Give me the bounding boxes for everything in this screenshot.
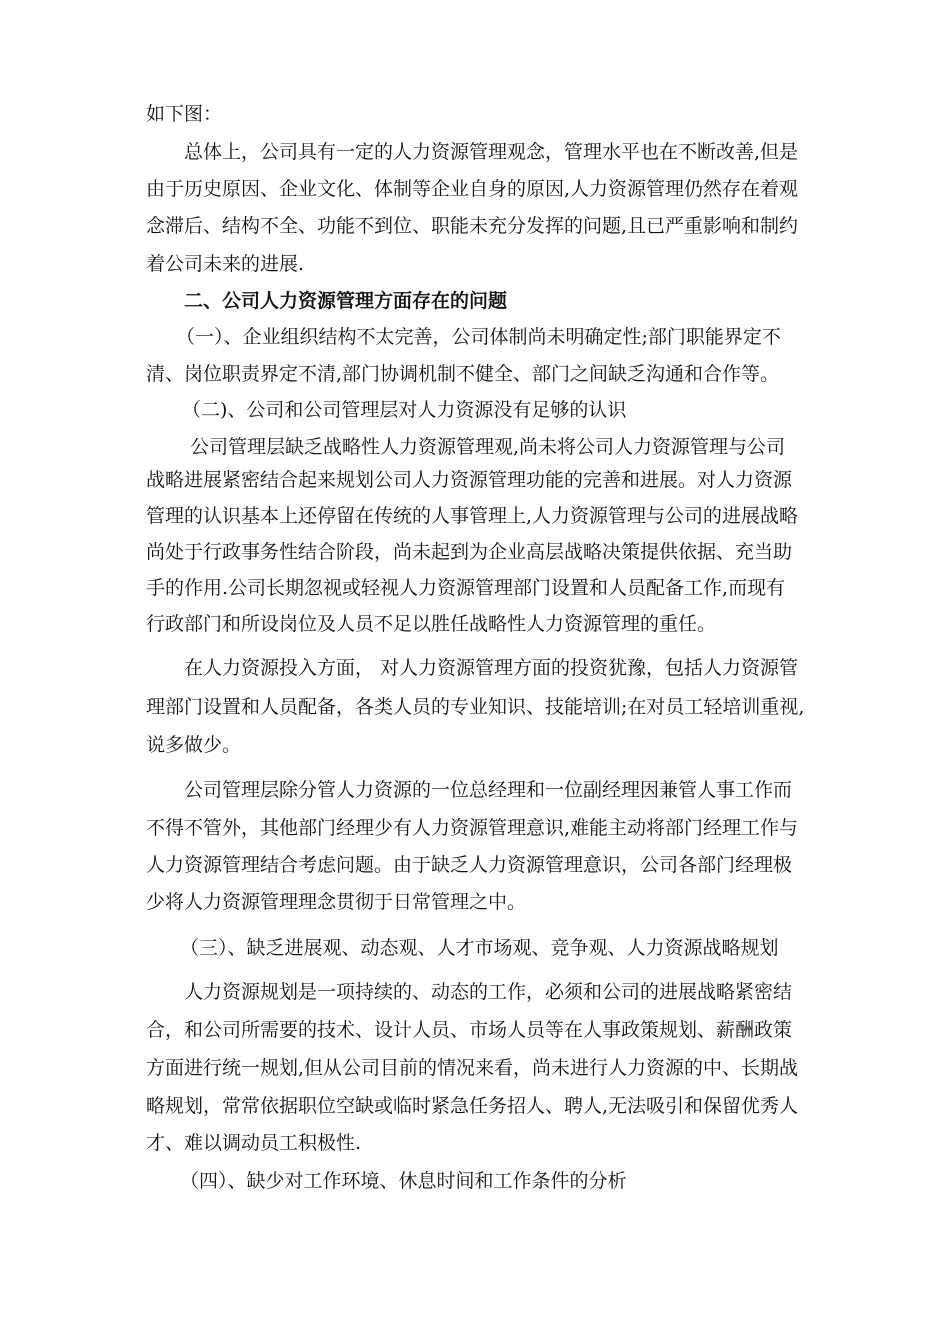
paragraph-line: 行政部门和所设岗位及人员不足以胜任战略性人力资源管理的重任。: [146, 613, 717, 635]
paragraph-line: 合，和公司所需要的技术、设计人员、市场人员等在人事政策规划、薪酬政策: [146, 1019, 793, 1041]
paragraph-line: 总体上，公司具有一定的人力资源管理观念，管理水平也在不断改善,但是: [184, 141, 799, 163]
paragraph-line: 少将人力资源管理理念贯彻于日常管理之中。: [146, 891, 527, 913]
paragraph-line: 管理的认识基本上还停留在传统的人事管理上,人力资源管理与公司的进展战略: [146, 505, 799, 527]
subsection-text: （一）、企业组织结构不太完善，公司体制尚未明确定性;部门职能界定不: [176, 326, 781, 348]
subsection-heading: （三）、缺乏进展观、动态观、人才市场观、竞争观、人力资源战略规划: [180, 937, 779, 959]
paragraph-line: 手的作用.公司长期忽视或轻视人力资源管理部门设置和人员配备工作,而现有: [146, 577, 786, 599]
paragraph-line: 念滞后、结构不全、功能不到位、职能未充分发挥的问题,且已严重影响和制约: [146, 215, 799, 237]
paragraph-line: 尚处于行政事务性结合阶段，尚未起到为企业高层战略决策提供依据、充当助: [146, 541, 793, 563]
paragraph-line: 不得不管外，其他部门经理少有人力资源管理意识,难能主动将部门经理工作与: [146, 817, 799, 839]
section-heading: 二、公司人力资源管理方面存在的问题: [184, 290, 508, 312]
paragraph-line: 公司管理层缺乏战略性人力资源管理观,尚未将公司人力资源管理与公司: [190, 436, 786, 458]
paragraph-line: 由于历史原因、企业文化、体制等企业自身的原因,人力资源管理仍然存在着观: [146, 178, 799, 200]
paragraph-line: 说多做少。: [146, 734, 242, 756]
paragraph-line: 人力资源管理结合考虑问题。由于缺乏人力资源管理意识，公司各部门经理极: [146, 854, 793, 876]
paragraph-line: 着公司未来的进展.: [146, 253, 305, 275]
text-line: 如下图：: [146, 103, 223, 125]
subsection-heading: （四）、缺少对工作环境、休息时间和工作条件的分析: [180, 1170, 627, 1192]
paragraph-line: 战略进展紧密结合起来规划公司人力资源管理功能的完善和进展。对人力资源: [146, 469, 793, 491]
paragraph-line: 略规划，常常依据职位空缺或临时紧急任务招人、聘人,无法吸引和保留优秀人: [146, 1095, 799, 1117]
paragraph-line: 在人力资源投入方面， 对人力资源管理方面的投资犹豫，包括人力资源管: [184, 657, 799, 679]
paragraph-line: 才、难以调动员工积极性.: [146, 1132, 362, 1154]
subsection-heading: （二)、公司和公司管理层对人力资源没有足够的认识: [182, 399, 627, 421]
paragraph-line: 公司管理层除分管人力资源的一位总经理和一位副经理因兼管人事工作而: [184, 779, 793, 801]
paragraph-line: 方面进行统一规划,但从公司目前的情况来看，尚未进行人力资源的中、长期战: [146, 1057, 799, 1079]
paragraph-line: 理部门设置和人员配备，各类人员的专业知识、技能培训;在对员工轻培训重视,: [146, 696, 805, 718]
paragraph-line: 人力资源规划是一项持续的、动态的工作，必须和公司的进展战略紧密结: [184, 981, 793, 1003]
paragraph-line: 清、岗位职责界定不清,部门协调机制不健全、部门之间缺乏沟通和合作等。: [146, 363, 780, 385]
